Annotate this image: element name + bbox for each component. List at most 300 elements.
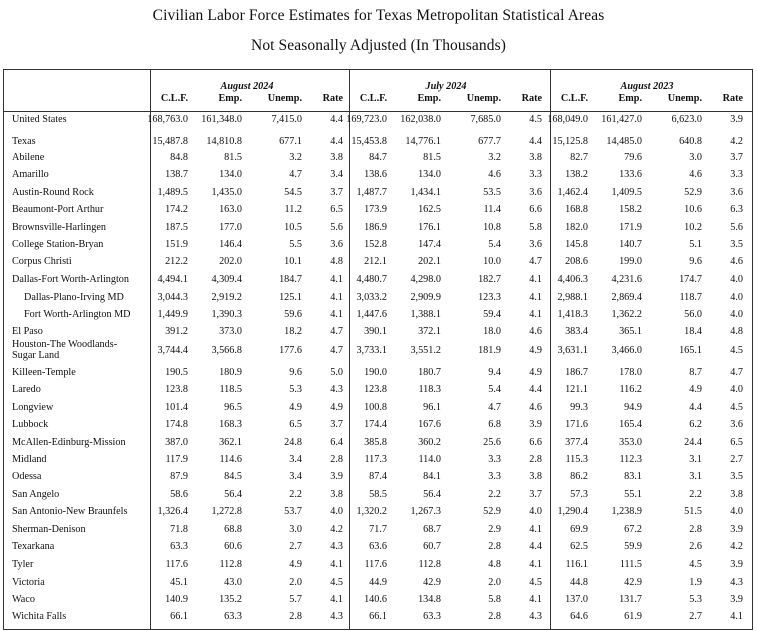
table-cell: 100.8 bbox=[364, 402, 387, 413]
table-cell: 3.4 bbox=[289, 471, 302, 482]
table-cell: 6.8 bbox=[488, 419, 501, 430]
table-cell: 71.7 bbox=[369, 524, 387, 535]
row-label: Waco bbox=[12, 594, 35, 605]
table-cell: 2.7 bbox=[289, 541, 302, 552]
table-cell: 2.2 bbox=[289, 489, 302, 500]
table-cell: 162,038.0 bbox=[400, 114, 441, 125]
row-label: Odessa bbox=[12, 471, 42, 482]
table-cell: 24.4 bbox=[684, 437, 702, 448]
table-cell: 68.7 bbox=[423, 524, 441, 535]
table-cell: 171.9 bbox=[619, 222, 642, 233]
table-cell: 3,033.2 bbox=[356, 292, 387, 303]
table-cell: 3,566.8 bbox=[211, 345, 242, 356]
table-cell: 84.5 bbox=[224, 471, 242, 482]
table-cell: 14,485.0 bbox=[606, 136, 642, 147]
table-cell: 138.7 bbox=[165, 169, 188, 180]
table-cell: 7,685.0 bbox=[470, 114, 501, 125]
table-cell: 167.6 bbox=[418, 419, 441, 430]
table-cell: 3.6 bbox=[730, 419, 743, 430]
table-cell: 10.1 bbox=[284, 256, 302, 267]
table-cell: 168.3 bbox=[219, 419, 242, 430]
table-cell: 4.3 bbox=[330, 541, 343, 552]
table-cell: 3.3 bbox=[488, 454, 501, 465]
table-cell: 168,049.0 bbox=[547, 114, 588, 125]
row-label: Abilene bbox=[12, 152, 45, 163]
table-cell: 3.4 bbox=[289, 454, 302, 465]
table-cell: 199.0 bbox=[619, 256, 642, 267]
table-cell: 44.8 bbox=[570, 577, 588, 588]
table-cell: 60.7 bbox=[423, 541, 441, 552]
table-cell: 62.5 bbox=[570, 541, 588, 552]
table-cell: 140.6 bbox=[364, 594, 387, 605]
table-cell: 133.6 bbox=[619, 169, 642, 180]
table-cell: 151.9 bbox=[165, 239, 188, 250]
table-cell: 4.1 bbox=[529, 274, 542, 285]
table-cell: 2,869.4 bbox=[611, 292, 642, 303]
table-cell: 4.0 bbox=[730, 274, 743, 285]
table-cell: 163.0 bbox=[219, 204, 242, 215]
table-cell: 383.4 bbox=[565, 326, 588, 337]
table-cell: 114.6 bbox=[219, 454, 242, 465]
table-cell: 1,362.2 bbox=[611, 309, 642, 320]
table-cell: 4,309.4 bbox=[211, 274, 242, 285]
table-cell: 182.7 bbox=[478, 274, 501, 285]
table-cell: 117.6 bbox=[364, 559, 387, 570]
table-cell: 56.4 bbox=[423, 489, 441, 500]
table-cell: 121.1 bbox=[565, 384, 588, 395]
table-cell: 58.5 bbox=[369, 489, 387, 500]
table-cell: 64.6 bbox=[570, 611, 588, 622]
table-cell: 4.3 bbox=[529, 611, 542, 622]
table-cell: 2.0 bbox=[289, 577, 302, 588]
table-cell: 15,487.8 bbox=[152, 136, 188, 147]
table-cell: 83.1 bbox=[624, 471, 642, 482]
table-cell: 365.1 bbox=[619, 326, 642, 337]
table-cell: 165.1 bbox=[679, 345, 702, 356]
table-cell: 390.1 bbox=[364, 326, 387, 337]
row-label: McAllen-Edinburg-Mission bbox=[12, 437, 126, 448]
table-cell: 138.6 bbox=[364, 169, 387, 180]
table-cell: 140.9 bbox=[165, 594, 188, 605]
labor-force-table bbox=[3, 69, 753, 630]
table-cell: 51.5 bbox=[684, 506, 702, 517]
table-cell: 52.9 bbox=[684, 187, 702, 198]
table-cell: 63.3 bbox=[423, 611, 441, 622]
table-cell: 42.9 bbox=[624, 577, 642, 588]
table-cell: 4.6 bbox=[689, 169, 702, 180]
row-label: Dallas-Plano-Irving MD bbox=[24, 292, 124, 303]
column-header: Rate bbox=[722, 93, 743, 104]
row-label: Texarkana bbox=[12, 541, 55, 552]
table-cell: 353.0 bbox=[619, 437, 642, 448]
table-cell: 372.1 bbox=[418, 326, 441, 337]
table-cell: 117.9 bbox=[165, 454, 188, 465]
table-cell: 4.4 bbox=[689, 402, 702, 413]
table-cell: 3.7 bbox=[330, 419, 343, 430]
table-cell: 174.7 bbox=[679, 274, 702, 285]
table-cell: 3.6 bbox=[330, 239, 343, 250]
table-cell: 59.4 bbox=[483, 309, 501, 320]
table-cell: 147.4 bbox=[418, 239, 441, 250]
table-cell: 6.5 bbox=[289, 419, 302, 430]
table-cell: 4.0 bbox=[730, 384, 743, 395]
table-cell: 11.2 bbox=[284, 204, 302, 215]
table-cell: 169,723.0 bbox=[346, 114, 387, 125]
table-cell: 377.4 bbox=[565, 437, 588, 448]
row-label: Beaumont-Port Arthur bbox=[12, 204, 104, 215]
table-cell: 84.7 bbox=[369, 152, 387, 163]
table-cell: 171.6 bbox=[565, 419, 588, 430]
row-label: Longview bbox=[12, 402, 54, 413]
period-header: August 2024 bbox=[220, 81, 274, 92]
table-cell: 69.9 bbox=[570, 524, 588, 535]
table-cell: 15,453.8 bbox=[351, 136, 387, 147]
table-cell: 4,231.6 bbox=[611, 274, 642, 285]
table-cell: 3.7 bbox=[529, 489, 542, 500]
table-cell: 385.8 bbox=[364, 437, 387, 448]
table-cell: 4.1 bbox=[730, 611, 743, 622]
table-cell: 5.6 bbox=[330, 222, 343, 233]
table-cell: 387.0 bbox=[165, 437, 188, 448]
table-cell: 360.2 bbox=[418, 437, 441, 448]
table-cell: 3.9 bbox=[730, 524, 743, 535]
table-cell: 112.8 bbox=[418, 559, 441, 570]
column-header: C.L.F. bbox=[560, 93, 588, 104]
table-cell: 3.3 bbox=[730, 169, 743, 180]
table-cell: 4.4 bbox=[330, 136, 343, 147]
table-cell: 2.2 bbox=[689, 489, 702, 500]
table-cell: 87.4 bbox=[369, 471, 387, 482]
table-cell: 4.2 bbox=[730, 541, 743, 552]
table-cell: 67.2 bbox=[624, 524, 642, 535]
table-cell: 4.0 bbox=[730, 309, 743, 320]
table-cell: 1,390.3 bbox=[211, 309, 242, 320]
table-cell: 6,623.0 bbox=[671, 114, 702, 125]
table-cell: 123.8 bbox=[165, 384, 188, 395]
table-cell: 4.3 bbox=[330, 611, 343, 622]
table-cell: 4.1 bbox=[529, 309, 542, 320]
table-cell: 640.8 bbox=[679, 136, 702, 147]
table-cell: 190.0 bbox=[364, 367, 387, 378]
table-cell: 6.5 bbox=[330, 204, 343, 215]
table-cell: 4,406.3 bbox=[557, 274, 588, 285]
table-cell: 7,415.0 bbox=[271, 114, 302, 125]
table-cell: 60.6 bbox=[224, 541, 242, 552]
table-cell: 174.8 bbox=[165, 419, 188, 430]
table-cell: 8.7 bbox=[689, 367, 702, 378]
table-cell: 114.0 bbox=[418, 454, 441, 465]
table-cell: 134.8 bbox=[418, 594, 441, 605]
table-cell: 182.0 bbox=[565, 222, 588, 233]
table-cell: 4.0 bbox=[730, 292, 743, 303]
table-cell: 6.6 bbox=[529, 437, 542, 448]
table-cell: 2.8 bbox=[689, 524, 702, 535]
table-cell: 140.7 bbox=[619, 239, 642, 250]
table-cell: 5.7 bbox=[289, 594, 302, 605]
page-subtitle: Not Seasonally Adjusted (In Thousands) bbox=[251, 37, 506, 54]
table-cell: 112.8 bbox=[219, 559, 242, 570]
row-label: Sherman-Denison bbox=[12, 524, 86, 535]
column-header: Emp. bbox=[417, 93, 441, 104]
row-label: Dallas-Fort Worth-Arlington bbox=[12, 274, 129, 285]
table-cell: 161,427.0 bbox=[601, 114, 642, 125]
column-header: Unemp. bbox=[267, 93, 302, 104]
table-cell: 112.3 bbox=[619, 454, 642, 465]
table-cell: 5.8 bbox=[488, 594, 501, 605]
table-cell: 117.3 bbox=[364, 454, 387, 465]
table-cell: 180.9 bbox=[219, 367, 242, 378]
table-cell: 3,466.0 bbox=[611, 345, 642, 356]
table-cell: 3.9 bbox=[330, 471, 343, 482]
table-cell: 4.9 bbox=[529, 367, 542, 378]
table-cell: 2.7 bbox=[689, 611, 702, 622]
table-cell: 118.7 bbox=[679, 292, 702, 303]
table-cell: 177.6 bbox=[279, 345, 302, 356]
table-cell: 4.4 bbox=[529, 136, 542, 147]
table-cell: 138.2 bbox=[565, 169, 588, 180]
table-cell: 2.9 bbox=[488, 524, 501, 535]
table-cell: 1,320.2 bbox=[356, 506, 387, 517]
table-cell: 1,409.5 bbox=[611, 187, 642, 198]
table-cell: 2.0 bbox=[488, 577, 501, 588]
table-cell: 53.7 bbox=[284, 506, 302, 517]
table-cell: 2.8 bbox=[330, 454, 343, 465]
table-cell: 2.8 bbox=[488, 611, 501, 622]
table-cell: 5.4 bbox=[488, 239, 501, 250]
table-cell: 54.5 bbox=[284, 187, 302, 198]
table-cell: 4.8 bbox=[730, 326, 743, 337]
table-cell: 173.9 bbox=[364, 204, 387, 215]
table-cell: 5.6 bbox=[730, 222, 743, 233]
table-cell: 84.8 bbox=[170, 152, 188, 163]
table-cell: 4,480.7 bbox=[356, 274, 387, 285]
header-divider bbox=[4, 111, 752, 112]
table-cell: 1.9 bbox=[689, 577, 702, 588]
table-cell: 3.5 bbox=[730, 471, 743, 482]
row-label: College Station-Bryan bbox=[12, 239, 104, 250]
table-cell: 4.3 bbox=[730, 577, 743, 588]
table-cell: 11.4 bbox=[483, 204, 501, 215]
table-cell: 1,447.6 bbox=[356, 309, 387, 320]
table-cell: 3.8 bbox=[730, 489, 743, 500]
table-cell: 4.1 bbox=[529, 559, 542, 570]
table-cell: 3.5 bbox=[730, 239, 743, 250]
table-cell: 3.1 bbox=[689, 454, 702, 465]
table-cell: 18.0 bbox=[483, 326, 501, 337]
table-cell: 45.1 bbox=[170, 577, 188, 588]
table-cell: 4.4 bbox=[529, 541, 542, 552]
table-cell: 3.6 bbox=[529, 187, 542, 198]
table-cell: 4.5 bbox=[529, 577, 542, 588]
table-cell: 99.3 bbox=[570, 402, 588, 413]
column-header: Emp. bbox=[218, 93, 242, 104]
table-cell: 391.2 bbox=[165, 326, 188, 337]
table-cell: 1,267.3 bbox=[410, 506, 441, 517]
table-cell: 6.4 bbox=[330, 437, 343, 448]
table-cell: 3.0 bbox=[289, 524, 302, 535]
table-cell: 168.8 bbox=[565, 204, 588, 215]
table-cell: 4.4 bbox=[529, 384, 542, 395]
table-cell: 4.1 bbox=[330, 559, 343, 570]
table-cell: 3.2 bbox=[289, 152, 302, 163]
table-cell: 123.3 bbox=[478, 292, 501, 303]
row-label: Texas bbox=[12, 136, 36, 147]
row-label: San Antonio-New Braunfels bbox=[12, 506, 128, 517]
row-label: Lubbock bbox=[12, 419, 49, 430]
row-label: Laredo bbox=[12, 384, 41, 395]
table-cell: 5.3 bbox=[289, 384, 302, 395]
table-cell: 186.9 bbox=[364, 222, 387, 233]
table-cell: 5.5 bbox=[289, 239, 302, 250]
row-label: Brownsville-Harlingen bbox=[12, 222, 106, 233]
table-cell: 4.9 bbox=[289, 559, 302, 570]
table-cell: 68.8 bbox=[224, 524, 242, 535]
table-cell: 174.2 bbox=[165, 204, 188, 215]
table-cell: 137.0 bbox=[565, 594, 588, 605]
table-cell: 4.9 bbox=[289, 402, 302, 413]
table-cell: 10.2 bbox=[684, 222, 702, 233]
period-header: July 2024 bbox=[425, 81, 467, 92]
table-cell: 4.9 bbox=[330, 402, 343, 413]
row-label: El Paso bbox=[12, 326, 43, 337]
table-cell: 4.7 bbox=[529, 256, 542, 267]
table-cell: 3.9 bbox=[730, 559, 743, 570]
table-cell: 3,551.2 bbox=[410, 345, 441, 356]
table-cell: 14,776.1 bbox=[405, 136, 441, 147]
table-cell: 168,763.0 bbox=[147, 114, 188, 125]
table-cell: 4.6 bbox=[488, 169, 501, 180]
table-cell: 82.7 bbox=[570, 152, 588, 163]
table-cell: 6.2 bbox=[689, 419, 702, 430]
table-cell: 4.7 bbox=[289, 169, 302, 180]
table-cell: 4.1 bbox=[330, 292, 343, 303]
table-cell: 63.3 bbox=[170, 541, 188, 552]
table-cell: 4.9 bbox=[689, 384, 702, 395]
table-cell: 190.5 bbox=[165, 367, 188, 378]
table-cell: 1,290.4 bbox=[557, 506, 588, 517]
table-cell: 1,326.4 bbox=[157, 506, 188, 517]
table-cell: 208.6 bbox=[565, 256, 588, 267]
table-cell: 4.6 bbox=[529, 402, 542, 413]
table-cell: 4.8 bbox=[330, 256, 343, 267]
table-cell: 123.8 bbox=[364, 384, 387, 395]
table-cell: 3.6 bbox=[730, 187, 743, 198]
table-cell: 1,462.4 bbox=[557, 187, 588, 198]
table-cell: 1,487.7 bbox=[356, 187, 387, 198]
table-cell: 111.5 bbox=[619, 559, 642, 570]
table-cell: 2.6 bbox=[689, 541, 702, 552]
row-label: Midland bbox=[12, 454, 47, 465]
table-cell: 3.9 bbox=[529, 419, 542, 430]
table-cell: 44.9 bbox=[369, 577, 387, 588]
table-cell: 4.7 bbox=[488, 402, 501, 413]
table-cell: 4.0 bbox=[330, 506, 343, 517]
table-cell: 4.7 bbox=[730, 367, 743, 378]
table-cell: 4.4 bbox=[330, 114, 343, 125]
table-cell: 5.8 bbox=[529, 222, 542, 233]
table-cell: 57.3 bbox=[570, 489, 588, 500]
table-cell: 10.6 bbox=[684, 204, 702, 215]
table-cell: 96.1 bbox=[423, 402, 441, 413]
period-header: August 2023 bbox=[620, 81, 674, 92]
table-cell: 165.4 bbox=[619, 419, 642, 430]
table-cell: 3.9 bbox=[730, 594, 743, 605]
table-cell: 4.3 bbox=[330, 384, 343, 395]
table-cell: 4.6 bbox=[529, 326, 542, 337]
table-cell: 2.8 bbox=[529, 454, 542, 465]
table-cell: 4.0 bbox=[730, 506, 743, 517]
table-cell: 4.1 bbox=[330, 309, 343, 320]
table-cell: 152.8 bbox=[364, 239, 387, 250]
row-label: Fort Worth-Arlington MD bbox=[24, 309, 131, 320]
table-cell: 53.5 bbox=[483, 187, 501, 198]
table-cell: 3.9 bbox=[730, 114, 743, 125]
table-cell: 1,272.8 bbox=[211, 506, 242, 517]
table-cell: 180.7 bbox=[418, 367, 441, 378]
table-cell: 42.9 bbox=[423, 577, 441, 588]
table-cell: 212.2 bbox=[165, 256, 188, 267]
table-cell: 162.5 bbox=[418, 204, 441, 215]
table-cell: 3,733.1 bbox=[356, 345, 387, 356]
table-cell: 4.2 bbox=[330, 524, 343, 535]
table-cell: 87.9 bbox=[170, 471, 188, 482]
table-cell: 14,810.8 bbox=[206, 136, 242, 147]
table-cell: 18.2 bbox=[284, 326, 302, 337]
table-cell: 3.6 bbox=[529, 239, 542, 250]
table-cell: 2.7 bbox=[730, 454, 743, 465]
table-cell: 125.1 bbox=[279, 292, 302, 303]
table-cell: 66.1 bbox=[170, 611, 188, 622]
table-cell: 43.0 bbox=[224, 577, 242, 588]
table-cell: 3,044.3 bbox=[157, 292, 188, 303]
table-cell: 131.7 bbox=[619, 594, 642, 605]
table-cell: 101.4 bbox=[165, 402, 188, 413]
table-cell: 9.6 bbox=[689, 256, 702, 267]
table-cell: 2,988.1 bbox=[557, 292, 588, 303]
table-cell: 176.1 bbox=[418, 222, 441, 233]
column-header: C.L.F. bbox=[359, 93, 387, 104]
table-cell: 66.1 bbox=[369, 611, 387, 622]
table-cell: 146.4 bbox=[219, 239, 242, 250]
table-cell: 4.1 bbox=[529, 292, 542, 303]
table-cell: 3.4 bbox=[330, 169, 343, 180]
row-label: Tyler bbox=[12, 559, 34, 570]
table-cell: 4.1 bbox=[330, 594, 343, 605]
table-cell: 81.5 bbox=[423, 152, 441, 163]
table-cell: 96.5 bbox=[224, 402, 242, 413]
table-cell: 3.7 bbox=[330, 187, 343, 198]
table-cell: 1,388.1 bbox=[410, 309, 441, 320]
row-label: Corpus Christi bbox=[12, 256, 72, 267]
table-cell: 373.0 bbox=[219, 326, 242, 337]
table-cell: 4.5 bbox=[730, 345, 743, 356]
table-cell: 3.8 bbox=[529, 152, 542, 163]
table-cell: 158.2 bbox=[619, 204, 642, 215]
row-label: Killeen-Temple bbox=[12, 367, 76, 378]
table-cell: 25.6 bbox=[483, 437, 501, 448]
table-cell: 84.1 bbox=[423, 471, 441, 482]
table-cell: 3.8 bbox=[330, 489, 343, 500]
table-cell: 94.9 bbox=[624, 402, 642, 413]
table-cell: 18.4 bbox=[684, 326, 702, 337]
table-cell: 5.1 bbox=[689, 239, 702, 250]
table-cell: 177.0 bbox=[219, 222, 242, 233]
table-cell: 3.3 bbox=[529, 169, 542, 180]
table-cell: 2.8 bbox=[488, 541, 501, 552]
table-cell: 3,744.4 bbox=[157, 345, 188, 356]
row-label: Houston-The Woodlands- bbox=[12, 339, 118, 350]
table-cell: 4.2 bbox=[730, 136, 743, 147]
